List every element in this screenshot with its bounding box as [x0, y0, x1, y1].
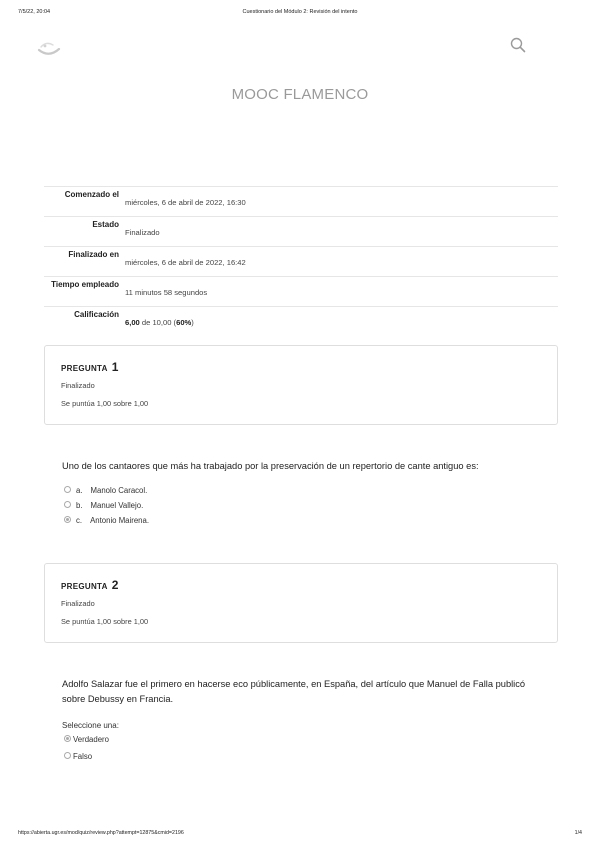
radio-button[interactable]	[64, 752, 71, 759]
answer-list	[64, 486, 149, 531]
answer-text: Verdadero	[73, 735, 109, 744]
question-prefix: PREGUNTA	[61, 364, 108, 373]
question-info-card	[44, 563, 558, 643]
summary-label: Calificación	[74, 310, 119, 319]
summary-label: Comenzado el	[64, 190, 119, 199]
grade-percent: 60%	[176, 318, 192, 327]
radio-button[interactable]	[64, 501, 71, 508]
answer-text: Manolo Caracol.	[90, 486, 148, 495]
question-info-card	[44, 345, 558, 425]
question-text: Adolfo Salazar fue el primero en hacerse eco públicamente, en España, del artículo que Manuel de Falla publicó sobre Debussy en Francia.	[62, 679, 526, 704]
answer-option-selected[interactable]	[64, 516, 149, 531]
answer-option[interactable]	[64, 501, 149, 516]
answer-letter: a.	[76, 486, 83, 495]
print-header	[18, 9, 582, 19]
grade-mid: de 10,00 (	[139, 318, 177, 327]
answer-letter: c.	[76, 516, 83, 525]
question-state: Finalizado	[61, 381, 95, 390]
answer-text: Manuel Vallejo.	[90, 501, 144, 510]
site-title: MOOC FLAMENCO	[231, 86, 369, 103]
answer-option-selected[interactable]	[64, 735, 109, 752]
question-number: 2	[111, 578, 119, 592]
summary-row-started	[44, 186, 558, 216]
summary-value: 11 minutos 58 segundos	[125, 288, 208, 297]
summary-row-finished	[44, 246, 558, 276]
question-heading	[61, 578, 119, 592]
summary-label: Finalizado en	[68, 250, 119, 259]
radio-button-checked[interactable]	[64, 735, 71, 742]
grade-score: 6,00	[125, 318, 140, 327]
answer-option[interactable]	[64, 752, 109, 769]
print-footer	[18, 830, 582, 840]
question-heading	[61, 360, 119, 374]
question-number: 1	[111, 360, 119, 374]
grade-end: )	[191, 318, 194, 327]
question-prefix: PREGUNTA	[61, 582, 108, 591]
print-document-title: Cuestionario del Módulo 2: Revisión del intento	[242, 9, 358, 15]
radio-button[interactable]	[64, 486, 71, 493]
grade-value	[125, 318, 194, 327]
radio-button-checked[interactable]	[64, 516, 71, 523]
summary-row-grade	[44, 306, 558, 336]
true-false-options	[64, 735, 109, 769]
site-logo-icon[interactable]	[33, 36, 65, 58]
summary-value: miércoles, 6 de abril de 2022, 16:30	[125, 198, 246, 207]
question-state: Finalizado	[61, 599, 95, 608]
question-grade: Se puntúa 1,00 sobre 1,00	[61, 617, 149, 626]
attempt-summary-table	[44, 186, 558, 336]
summary-label: Estado	[92, 220, 119, 229]
summary-value: miércoles, 6 de abril de 2022, 16:42	[125, 258, 246, 267]
question-grade: Se puntúa 1,00 sobre 1,00	[61, 399, 149, 408]
summary-value: Finalizado	[125, 228, 160, 237]
question-text: Uno de los cantaores que más ha trabajado por la preservación de un repertorio de cante antiguo es:	[62, 461, 479, 471]
summary-label: Tiempo empleado	[51, 280, 119, 289]
answer-letter: b.	[76, 501, 83, 510]
select-one-label: Seleccione una:	[62, 721, 119, 730]
answer-text: Falso	[73, 752, 93, 761]
print-date: 7/5/22, 20:04	[18, 9, 51, 15]
summary-row-state	[44, 216, 558, 246]
page-number: 1/4	[574, 830, 582, 836]
answer-text: Antonio Mairena.	[90, 516, 150, 525]
print-url[interactable]: https://abierta.ugr.es/mod/quiz/review.php?attempt=12875&cmid=2196	[18, 830, 184, 836]
summary-row-time-taken	[44, 276, 558, 306]
answer-option[interactable]	[64, 486, 149, 501]
search-icon[interactable]	[509, 36, 527, 54]
